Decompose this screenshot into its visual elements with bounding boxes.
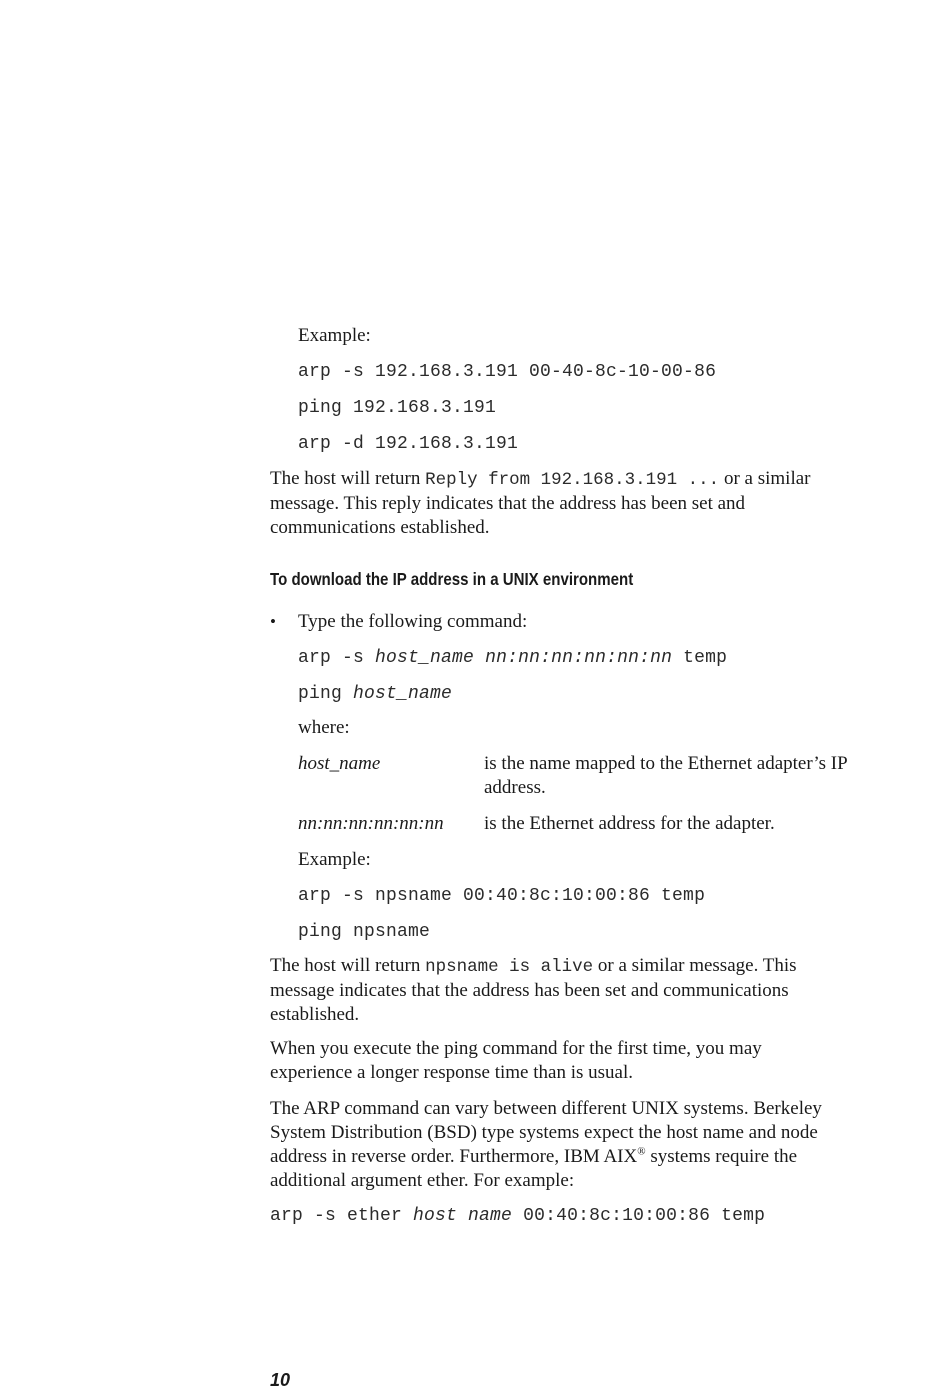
final-cmd-prefix: arp -s ether [270, 1206, 403, 1226]
syntax-arp-prefix: arp -s [298, 648, 365, 668]
reply-text-pre: The host will return [270, 468, 421, 489]
page-number: 10 [270, 1370, 291, 1390]
code-line: arp -d 192.168.3.191 [298, 434, 519, 454]
final-cmd-italic: host name [413, 1206, 513, 1226]
syntax-arp-line [298, 646, 727, 670]
arp-text-post: systems require the additional argument ether. For example: [270, 1146, 798, 1191]
definition-desc: is the name mapped to the Ethernet adapter’s IP address. [484, 753, 847, 798]
code-line: arp -s 192.168.3.191 00-40-8c-10-00-86 [298, 362, 717, 382]
section-heading: To download the IP address in a UNIX environment [270, 569, 634, 589]
where-label: where: [298, 717, 350, 738]
alive-text-pre: The host will return [270, 955, 421, 976]
example-label: Example: [298, 325, 371, 346]
code-line: arp -s npsname 00:40:8c:10:00:86 temp [298, 886, 706, 906]
definition-desc: is the Ethernet address for the adapter. [484, 813, 775, 834]
reply-text-post: or a similar message. This reply indicates that the address has been set and communications established. [270, 468, 811, 538]
arp-text-pre: The ARP command can vary between different UNIX systems. Berkeley System Distribution (BSD) type systems expect the host name and node address in reverse order. Furthermore, IBM AIX [270, 1098, 822, 1167]
alive-text-post: or a similar message. This message indicates that the address has been set and communications established. [270, 955, 797, 1025]
code-line: ping 192.168.3.191 [298, 398, 497, 418]
definition-term: nn:nn:nn:nn:nn:nn [298, 813, 444, 834]
ping-paragraph: When you execute the ping command for the first time, you may experience a longer response time than is usual. [270, 1038, 762, 1083]
alive-paragraph [270, 954, 845, 1027]
reply-paragraph [270, 467, 845, 540]
final-command-line [270, 1204, 765, 1228]
arp-paragraph [270, 1097, 845, 1193]
final-cmd-suffix: 00:40:8c:10:00:86 temp [523, 1206, 766, 1226]
syntax-arp-address: nn:nn:nn:nn:nn:nn [485, 648, 673, 668]
example-label: Example: [298, 849, 371, 870]
syntax-ping-host: host_name [353, 684, 453, 704]
syntax-arp-suffix: temp [683, 648, 728, 668]
syntax-ping-prefix: ping [298, 684, 343, 704]
reply-inline-code: Reply from 192.168.3.191 ... [425, 470, 720, 490]
bullet-text: Type the following command: [298, 611, 528, 632]
registered-mark: ® [637, 1145, 646, 1158]
definition-term: host_name [298, 753, 381, 774]
bullet-icon: • [270, 612, 276, 631]
syntax-arp-host: host_name [375, 648, 475, 668]
code-line: ping npsname [298, 922, 431, 942]
syntax-ping-line [298, 682, 452, 706]
alive-inline-code: npsname is alive [425, 957, 594, 977]
